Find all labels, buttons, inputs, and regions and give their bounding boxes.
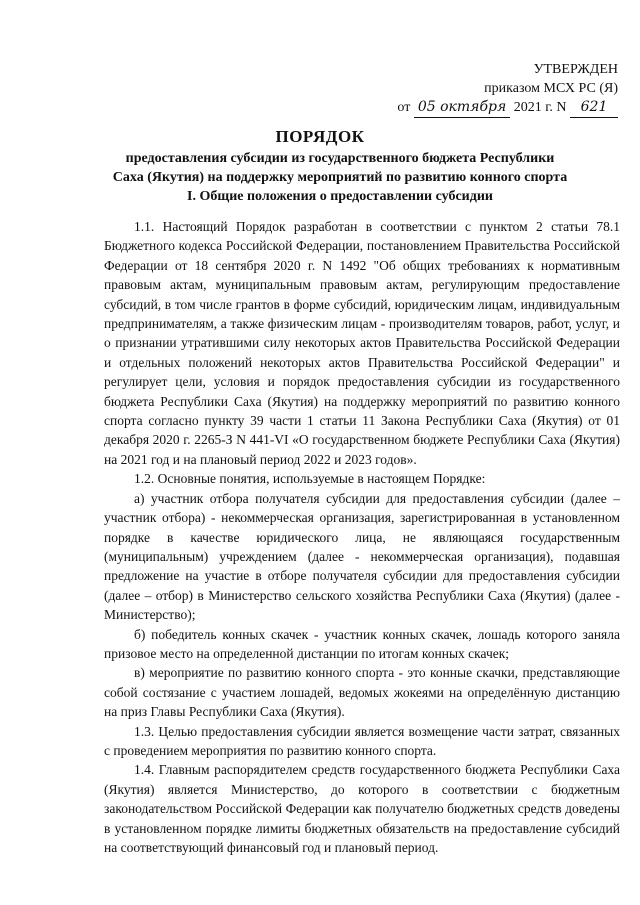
approval-order: приказом МСХ РС (Я) (484, 81, 618, 96)
paragraph-item-a: а) участник отбора получателя субсидии для предоставления субсидии (далее – участник отбора) - некоммерческая организация, зарегистрированная в установленном порядке в качестве юридического лица, не являющаяся государственным (муниципальным) учреждением (далее - некоммерческая организация), подавшая предложение на участие в отборе получателя субсидии для предоставления субсидии (далее – отбор) в Министерство сельского хозяйства Республики Саха (Якутия) (далее - Министерство); (104, 490, 620, 623)
section-heading: I. Общие положения о предоставлении субсидии (187, 189, 493, 204)
document-body (104, 217, 620, 857)
approval-date-line (397, 98, 618, 118)
paragraph-item-v: в) мероприятие по развитию конного спорта - это конные скачки, представляющие собой состязание с участием лошадей, ведомых жокеями на определённую дистанцию на приз Главы Республики Саха (Якутия). (104, 665, 620, 720)
paragraph-1-1: 1.1. Настоящий Порядок разработан в соответствии с пунктом 2 статьи 78.1 Бюджетного кодекса Российской Федерации, постановлением Правительства Российской Федерации от 18 сентября 2020 г. N 1492 "Об общих требованиях к нормативным правовым актам, муниципальным правовым актам, регулирующим предоставление субсидий, в том числе грантов в форме субсидий, юридическим лицам, индивидуальным предпринимателям, а также физическим лицам - производителям товаров, работ, услуг, и о признании утратившими силу некоторых актов Правительства Российской Федерации и отдельных положений некоторых актов Правительства Российской Федерации" и регулирует цели, условия и порядок предоставления субсидии из государственного бюджета Республики Саха (Якутия) на поддержку мероприятий по развитию конного спорта согласно пункту 39 части 1 статьи 11 Закона Республики Саха (Якутия) от 01 декабря 2020 г. 2265-З N 441-VI «О государственном бюджете Республики Саха (Якутия) на 2021 год и на плановый период 2022 и 2023 годов». (104, 219, 620, 467)
approval-year: 2021 г. N (513, 100, 567, 115)
handwritten-date: 05 октября (414, 98, 510, 118)
handwritten-number: 621 (570, 98, 618, 118)
paragraph-item-b: б) победитель конных скачек - участник конных скачек, лошадь которого заняла призовое место на определенной дистанции по итогам конных скачек; (104, 626, 620, 661)
paragraph-1-2: 1.2. Основные понятия, используемые в настоящем Порядке: (134, 471, 486, 487)
subtitle-line-1: предоставления субсидии из государственного бюджета Республики (125, 151, 555, 166)
approval-from: от (397, 100, 411, 115)
paragraph-1-4: 1.4. Главным распорядителем средств государственного бюджета Республики Саха (Якутия) является Министерство, до которого в соответствии с бюджетным законодательством Российской Федерации как получателю бюджетных средств доведены в установленном порядке лимиты бюджетных обязательств на предоставление субсидий на соответствующий финансовый год и плановый период. (104, 762, 620, 855)
approval-heading: УТВЕРЖДЕН (533, 62, 618, 77)
paragraph-1-3: 1.3. Целью предоставления субсидии является возмещение части затрат, связанных с проведением мероприятия по развитию конного спорта. (104, 723, 620, 758)
document-subtitle (80, 149, 600, 206)
document-title: ПОРЯДОК (275, 127, 365, 146)
subtitle-line-2: Саха (Якутия) на поддержку мероприятий по развитию конного спорта (112, 170, 568, 185)
approval-stamp (397, 60, 618, 118)
